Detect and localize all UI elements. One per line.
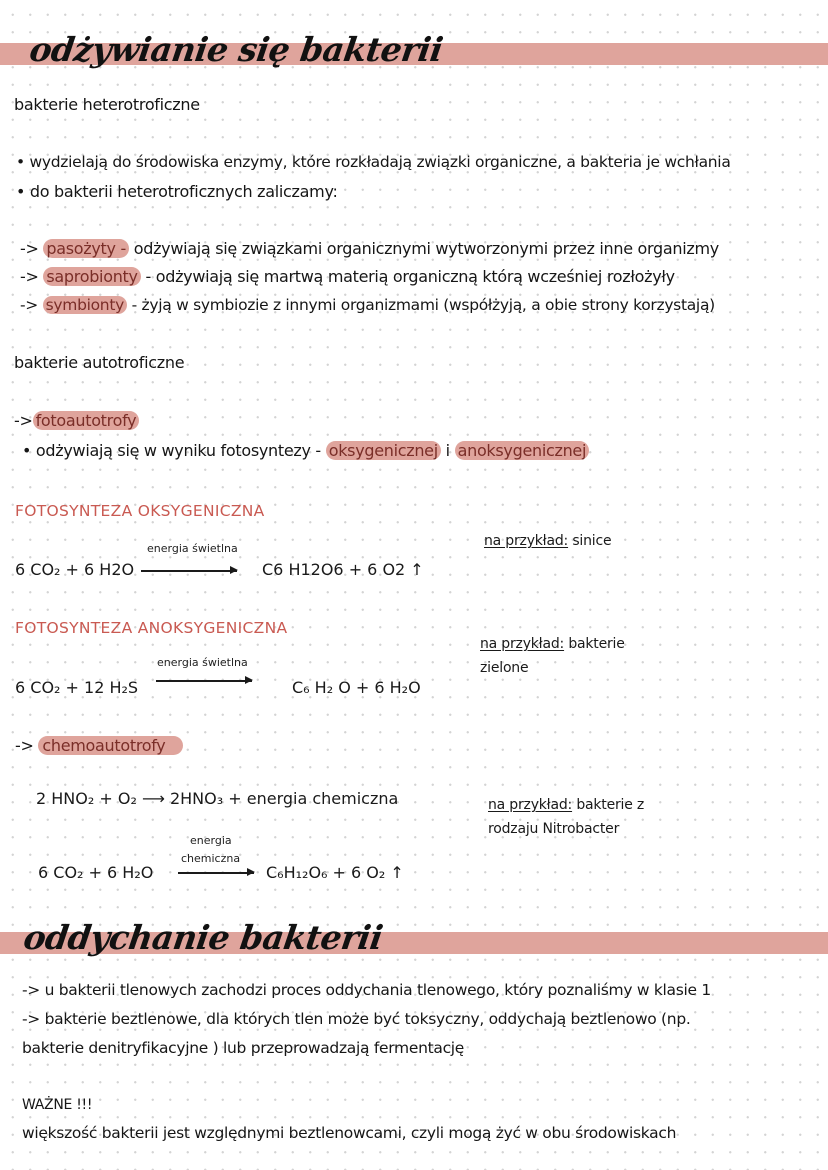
equation-anoxygenic-rhs: C₆ H₂ O + 6 H₂O: [292, 678, 421, 697]
equation-nitrite-oxidation: 2 HNO₂ + O₂ ⟶ 2HNO₃ + energia chemiczna: [36, 789, 399, 808]
example-label: na przykład:: [484, 533, 569, 549]
type-chemoautotrophs: [15, 736, 183, 755]
arrow-label-chemical: chemiczna: [181, 852, 241, 865]
example-text: sinice: [568, 533, 612, 549]
highlight-anoxygenic: anoksygenicznej: [455, 441, 590, 460]
equation-oxygenic-lhs: 6 CO₂ + 6 H2O: [15, 560, 135, 579]
term-highlight: saprobionty: [43, 267, 140, 286]
example-label: na przykład:: [488, 797, 573, 813]
term-description: - odżywiają się martwą materią organiczną którą wcześniej rozłożyły: [140, 267, 675, 286]
arrow-label-energy: energia: [190, 834, 232, 847]
section-title-nutrition: odżywianie się bakterii: [27, 30, 446, 69]
example-text: bakterie z: [572, 797, 645, 813]
equation-chemosynthesis-lhs: 6 CO₂ + 6 H₂O: [38, 863, 154, 882]
arrow-text: ->: [20, 267, 39, 286]
bullet-text: • odżywiają się w wyniku fotosyntezy -: [22, 441, 326, 460]
highlight-oxygenic: oksygenicznej: [326, 441, 441, 460]
conjunction: i: [440, 441, 455, 460]
example-chemo: [488, 793, 644, 841]
section-title-respiration: oddychanie bakterii: [21, 918, 386, 957]
heading-anoxygenic-photosynthesis: FOTOSYNTEZA ANOKSYGENICZNA: [15, 619, 288, 637]
example-text-2: rodzaju Nitrobacter: [488, 821, 620, 837]
term-highlight: fotoautotrofy: [33, 411, 140, 430]
bullet-photosynthesis: [22, 441, 589, 460]
equation-oxygenic-rhs: C6 H12O6 + 6 O2 ↑: [262, 560, 424, 579]
term-description: - żyją w symbiozie z innymi organizmami (współżyją, a obie strony korzystają): [126, 296, 715, 314]
respiration-line-aerobic: -> u bakterii tlenowych zachodzi proces oddychania tlenowego, który poznaliśmy w klasie 1: [22, 981, 711, 999]
reaction-arrow-icon: [141, 570, 237, 572]
term-highlight: chemoautotrofy: [38, 736, 183, 755]
arrow-text: ->: [20, 296, 38, 314]
type-parasites: [20, 239, 719, 258]
term-description: odżywiają się związkami organicznymi wytworzonymi przez inne organizmy: [128, 239, 719, 258]
respiration-line-anaerobic: -> bakterie beztlenowe, dla których tlen może być toksyczny, oddychają beztlenowo (np.: [22, 1010, 691, 1028]
example-text-2: zielone: [480, 660, 529, 676]
example-text: bakterie: [564, 636, 625, 652]
arrow-text: ->: [15, 736, 34, 755]
important-text: większość bakterii jest względnymi beztlenowcami, czyli mogą żyć w obu środowiskach: [22, 1124, 677, 1142]
arrow-label-light-energy: energia świetlna: [147, 542, 238, 555]
reaction-arrow-icon: [178, 872, 254, 874]
heading-autotrophs: bakterie autotroficzne: [14, 353, 185, 372]
heading-heterotrophs: bakterie heterotroficzne: [14, 95, 200, 114]
example-oxygenic: [484, 529, 611, 553]
equation-chemosynthesis-rhs: C₆H₁₂O₆ + 6 O₂ ↑: [266, 863, 404, 882]
term-highlight: symbionty: [43, 296, 127, 314]
term-highlight: pasożyty -: [43, 239, 129, 258]
arrow-text: ->: [14, 411, 33, 430]
example-label: na przykład:: [480, 636, 565, 652]
example-anoxygenic: [480, 632, 625, 680]
arrow-label-light-energy: energia świetlna: [157, 656, 248, 669]
important-label: WAŻNE !!!: [22, 1097, 93, 1113]
equation-anoxygenic-lhs: 6 CO₂ + 12 H₂S: [15, 678, 139, 697]
reaction-arrow-icon: [156, 680, 252, 682]
type-saprobionts: [20, 267, 675, 286]
type-symbionts: [20, 296, 715, 314]
type-photoautotrophs: [14, 411, 139, 430]
bullet-include: • do bakterii heterotroficznych zaliczamy:: [16, 182, 338, 201]
arrow-text: ->: [20, 239, 39, 258]
heading-oxygenic-photosynthesis: FOTOSYNTEZA OKSYGENICZNA: [15, 502, 265, 520]
bullet-enzymes: • wydzielają do środowiska enzymy, które rozkładają związki organiczne, a bakteria je wchłania: [16, 153, 731, 171]
respiration-line-anaerobic-cont: bakterie denitryfikacyjne ) lub przeprowadzają fermentację: [22, 1039, 465, 1057]
